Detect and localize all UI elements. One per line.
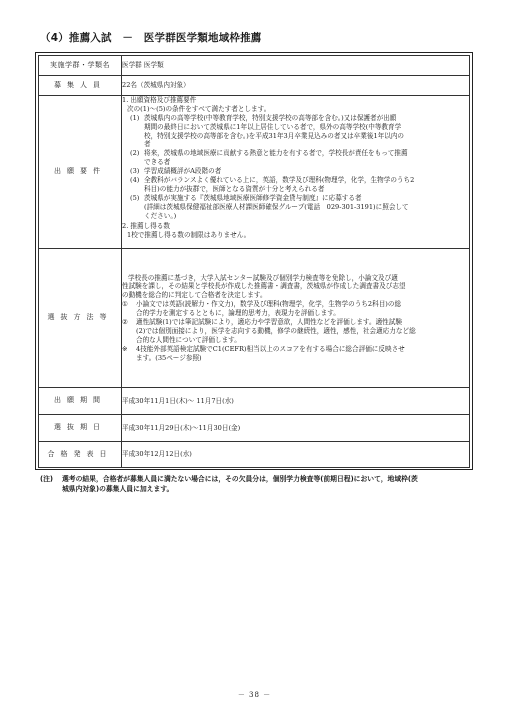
row-result-date [39,442,470,468]
exam-date-label: 選抜期日 [39,415,122,442]
eligibility-item: (2) 将来，茨城県の地域医療に貢献する熱意と能力を有する者で，学校長が責任をもって推薦 できる者 [130,149,408,167]
exam-date-value: 平成30年11月29日(木)～11月30日(金) [122,415,470,442]
row-capacity [39,76,470,96]
section-heading: （4）推薦入試 － 医学群医学類地域枠推薦 [40,32,262,44]
footnote-line: 城県内対象)の募集人員に加えます。 [62,484,174,493]
row-eligibility [39,96,470,249]
selection-intro-line: の動機を総合的に判定して合格者を決定します。 [122,291,267,300]
application-period-label: 出願期間 [39,388,122,415]
footnote-line: 選考の結果，合格者が募集人員に満たない場合には，その欠員分は，個別学力検査等(前期日程)において，地域枠(茨 [62,475,418,483]
eligibility-label: 出願要件 [39,96,122,249]
selection-content [122,249,470,388]
row-exam-date [39,415,470,442]
eligibility-item: (3) 学習成績概評がA段階の者 [130,167,222,176]
section2-title: 2. 推薦し得る数 [122,222,170,231]
application-period-value: 平成30年11月1日(木)～ 11月7日(水) [122,388,470,415]
selection-label: 選抜方法等 [39,249,122,388]
eligibility-item: (4) 全教科がバランスよく優れている上に，英語，数学及び理科(物理学，化学，生物学のうち2 科目)の能力が抜群で，医師となる資質が十分と考えられる者 [130,176,415,193]
capacity-value: 22名（茨城県内対象） [122,76,470,96]
selection-intro-line: 性試験を課し，その結果と学校長が作成した推薦書・調査書，茨城県が作成した調査書及び志望 [122,282,406,291]
result-date-value: 平成30年12月12日(水) [122,442,470,468]
section1-title: 1. 出願資格及び推薦要件 [122,96,197,104]
requirements-table [38,55,470,468]
selection-item: ① 小論文では英語(読解力・作文力)，数学及び理科(物理学，化学，生物学のうち2科目)の総 合的学力を測定するとともに，論理的思考力，表現力を評価します。 [122,300,402,318]
page-number: － 38 － [237,691,272,699]
section1-intro: 次の(1)～(5)の条件をすべて満たす者とします。 [127,104,271,113]
row-application-period [39,388,470,415]
section2-text: 1校で推薦し得る数の制限はありません。 [127,231,251,240]
eligibility-item: (5) 茨城県が実施する『茨城県地域医療医師修学資金貸与制度』に応募する者 (詳細は茨城県保健福祉部医療人材課医師確保グループ(電話 029-301-3191)に照会して ください。) [130,193,409,220]
capacity-label: 募集人員 [39,76,122,96]
row-dept [39,56,470,76]
selection-item: ② 適性試験(1)では筆記試験により，適応力や学習意欲，人間性などを評価します。適性試験 (2)では個別面接により，医学を志向する動機，修学の継続性，適性，感性，社会適応力など総 合的な人間性について評価します。 [122,318,416,344]
dept-label: 実施学群・学類名 [39,56,122,76]
selection-intro-line: 学校長の推薦に基づき，大学入試センター試験及び個別学力検査等を免除し，小論文及び適 [128,273,398,282]
row-selection [39,249,470,388]
eligibility-content [122,96,470,249]
footnote-label: (注) [40,475,54,483]
footnote [40,475,472,495]
eligibility-item: (1) 茨城県内の高等学校(中等教育学校，特別支援学校の高等部を含む。)又は保護者が出願 期間の最終日において茨城県に1年以上居住している者で，県外の高等学校(中等教育学 校，特別支援学校の高等部を含む。)を平成31年3月卒業見込みの者又は卒業後1年以内の 者 [130,113,405,149]
result-date-label: 合格発表日 [39,442,122,468]
selection-item: ※ 4技能外部英語検定試験でC1(CEFR)相当以上のスコアを有する場合に総合評価に反映させ ます。(35ページ参照) [122,344,405,362]
dept-value: 医学群 医学類 [122,56,470,76]
